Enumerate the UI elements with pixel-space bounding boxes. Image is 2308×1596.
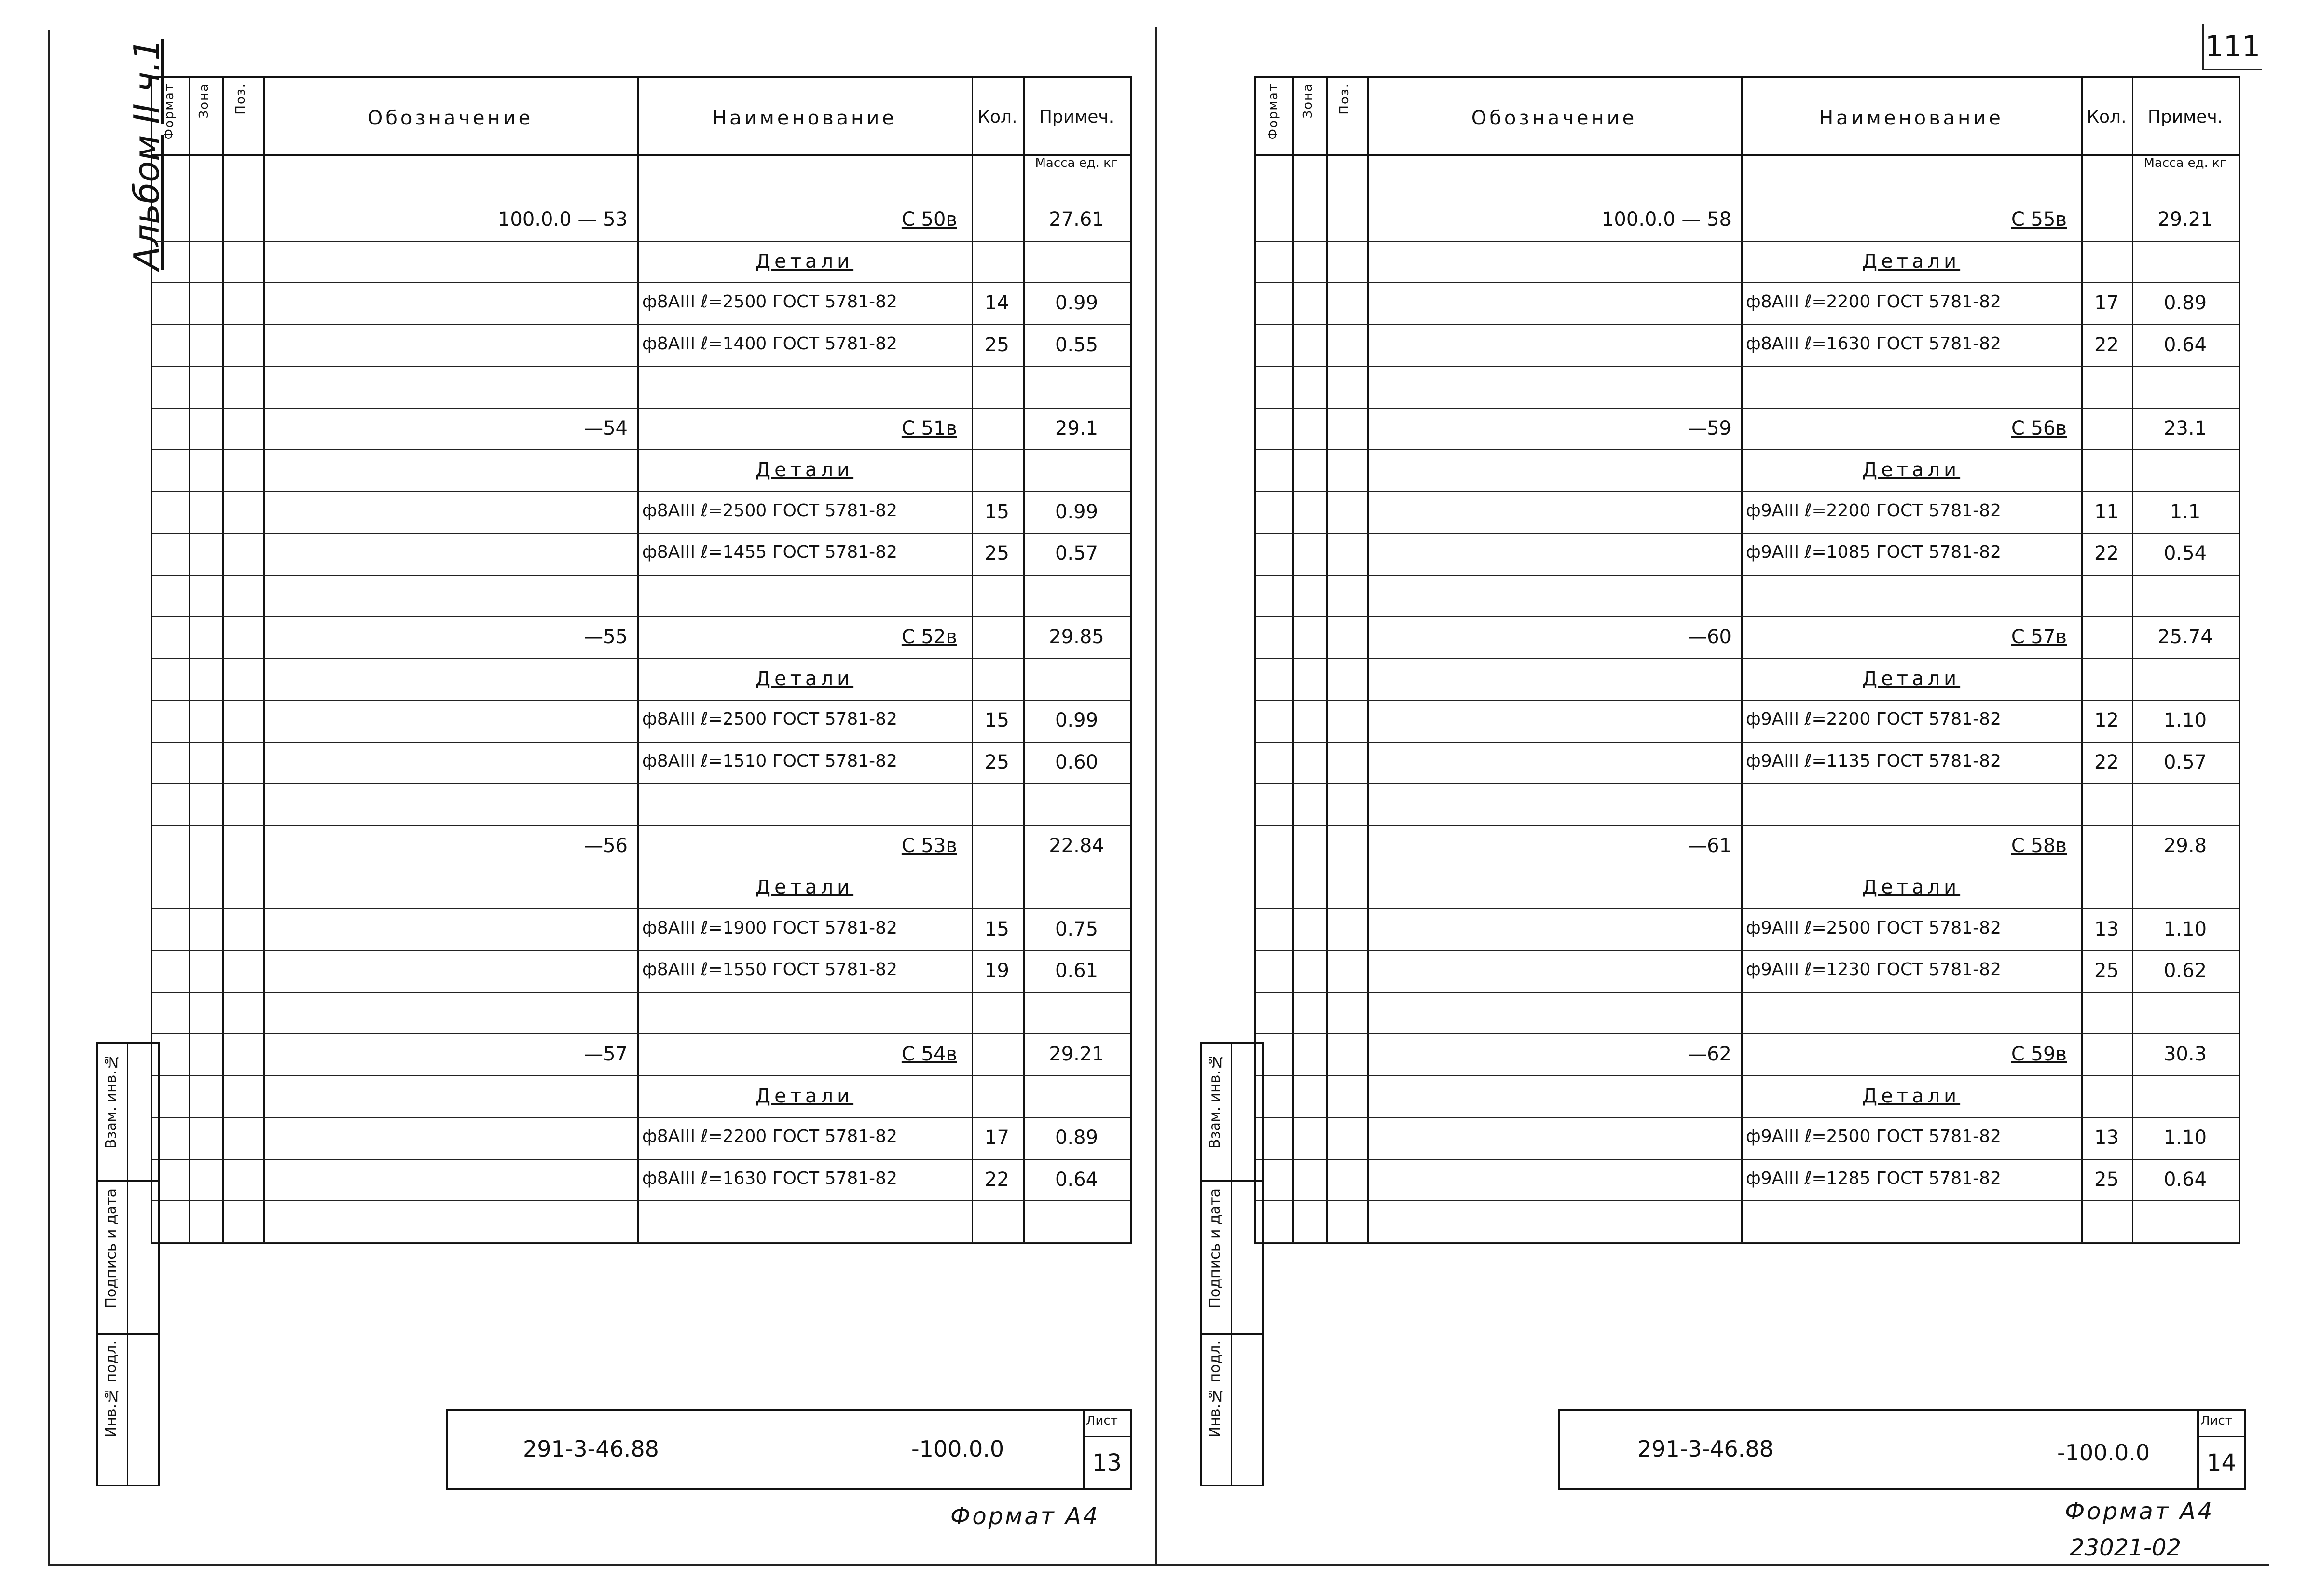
cell-designation: —54 [584,417,628,440]
cell-item-name: С 50в [901,208,957,231]
side-stamp-left [96,1042,160,1486]
row-divider [1256,408,2239,409]
header-mass-unit: Масса ед. кг [1035,156,1118,170]
cell-designation: —61 [1688,834,1731,857]
header-format: Формат [1266,83,1280,140]
format-label-right: Формат А4 [2065,1498,2214,1525]
cell-detail-name: ф8АIII ℓ=2500 ГОСТ 5781-82 [642,500,897,521]
cell-designation: —60 [1688,626,1731,648]
header-name: Наименование [712,107,897,129]
cell-qty: 14 [985,292,1009,314]
cell-detail-name: ф8АIII ℓ=1455 ГОСТ 5781-82 [642,542,897,562]
cell-detail-name: ф9АIII ℓ=1285 ГОСТ 5781-82 [1746,1168,2001,1188]
stamp-doc: -100.0.0 [911,1436,1004,1462]
header-designation: Обозначение [367,107,534,129]
page-number: 111 [2202,24,2262,70]
row-divider [1256,533,2239,534]
cell-designation: 100.0.0 — 58 [1601,208,1731,231]
cell-details-heading: Детали [1862,667,1961,690]
cell-item-name: С 58в [2011,834,2067,857]
header-qty: Кол. [2087,107,2127,127]
cell-qty: 15 [985,500,1009,523]
cell-detail-name: ф9АIII ℓ=1085 ГОСТ 5781-82 [1746,542,2001,562]
stamp-doc: -100.0.0 [2057,1440,2150,1466]
cell-note: 0.89 [2163,292,2207,314]
row-divider [1256,241,2239,242]
row-divider [1256,1200,2239,1201]
cell-qty: 17 [2094,292,2119,314]
row-divider [152,533,1130,534]
row-divider [152,908,1130,909]
stamp-list-label: Лист [2200,1414,2232,1428]
header-designation: Обозначение [1471,107,1637,129]
row-divider [1256,1242,2239,1243]
title-block-left [446,1409,1132,1490]
cell-detail-name: ф9АIII ℓ=1230 ГОСТ 5781-82 [1746,960,2001,979]
cell-item-name: С 54в [901,1043,957,1065]
row-divider [1256,908,2239,909]
cell-item-name: С 51в [901,417,957,440]
row-divider [152,241,1130,242]
cell-note: 29.85 [1049,626,1104,648]
cell-detail-name: ф9АIII ℓ=2500 ГОСТ 5781-82 [1746,918,2001,938]
cell-designation: —59 [1688,417,1731,440]
cell-detail-name: ф8АIII ℓ=2500 ГОСТ 5781-82 [642,709,897,729]
row-divider [1256,366,2239,367]
row-divider [1256,1075,2239,1076]
row-divider [152,1159,1130,1160]
spec-table-right [1254,76,2240,1244]
row-divider [152,282,1130,283]
cell-note: 0.55 [1055,333,1099,356]
cell-note: 29.8 [2163,834,2207,857]
cell-item-name: С 52в [901,626,957,648]
side-inv: Инв.№ подл. [103,1340,120,1438]
cell-qty: 22 [2094,333,2119,356]
row-divider [152,1033,1130,1034]
cell-qty: 17 [985,1127,1009,1149]
row-divider [152,1242,1130,1243]
row-divider [152,783,1130,784]
cell-designation: —62 [1688,1043,1731,1065]
cell-note: 1.10 [2163,918,2207,940]
cell-qty: 25 [2094,1168,2119,1191]
row-divider [152,616,1130,617]
side-podpis: Подпись и дата [1207,1188,1223,1308]
cell-note: 0.64 [2163,1168,2207,1191]
cell-note: 29.21 [1049,1043,1104,1065]
row-divider [152,950,1130,951]
row-divider [152,408,1130,409]
cell-qty: 13 [2094,918,2119,940]
cell-qty: 25 [985,542,1009,564]
cell-note: 0.99 [1055,292,1099,314]
cell-detail-name: ф9АIII ℓ=1135 ГОСТ 5781-82 [1746,751,2001,771]
row-divider [152,1075,1130,1076]
cell-qty: 13 [2094,1127,2119,1149]
row-divider [1256,742,2239,743]
row-divider [1256,1033,2239,1034]
cell-detail-name: ф9АIII ℓ=2500 ГОСТ 5781-82 [1746,1127,2001,1146]
cell-detail-name: ф8АIII ℓ=1630 ГОСТ 5781-82 [1746,333,2001,354]
row-divider [152,825,1130,826]
cell-details-heading: Детали [1862,250,1961,273]
cell-designation: —55 [584,626,628,648]
cell-note: 0.57 [2163,751,2207,773]
cell-detail-name: ф9АIII ℓ=2200 ГОСТ 5781-82 [1746,500,2001,521]
cell-qty: 12 [2094,709,2119,731]
cell-details-heading: Детали [1862,1085,1961,1107]
cell-note: 1.10 [2163,1127,2207,1149]
cell-qty: 25 [2094,960,2119,982]
row-divider [1256,700,2239,701]
cell-note: 29.21 [2157,208,2213,231]
cell-detail-name: ф9АIII ℓ=2200 ГОСТ 5781-82 [1746,709,2001,729]
row-divider [1256,825,2239,826]
cell-qty: 25 [985,751,1009,773]
row-divider [1256,575,2239,576]
cell-designation: —56 [584,834,628,857]
cell-note: 0.64 [1055,1168,1099,1191]
header-pos: Поз. [234,83,248,115]
side-stamp-right [1200,1042,1264,1486]
row-divider [1256,282,2239,283]
row-divider [1256,783,2239,784]
cell-details-heading: Детали [755,667,854,690]
format-label-left: Формат А4 [950,1503,1100,1530]
cell-detail-name: ф8АIII ℓ=1630 ГОСТ 5781-82 [642,1168,897,1188]
side-inv: Инв.№ подл. [1207,1340,1223,1438]
row-divider [1256,658,2239,659]
cell-details-heading: Детали [755,876,854,898]
cell-note: 0.57 [1055,542,1099,564]
cell-designation: 100.0.0 — 53 [497,208,628,231]
cell-item-name: С 57в [2011,626,2067,648]
cell-note: 0.54 [2163,542,2207,564]
cell-detail-name: ф8АIII ℓ=1400 ГОСТ 5781-82 [642,333,897,354]
cell-note: 1.10 [2163,709,2207,731]
cell-item-name: С 56в [2011,417,2067,440]
cell-details-heading: Детали [755,1085,854,1107]
header-pos: Поз. [1337,83,1352,115]
cell-qty: 22 [2094,751,2119,773]
row-divider [1256,1159,2239,1160]
row-divider [152,992,1130,993]
header-qty: Кол. [977,107,1017,127]
bottom-number: 23021-02 [2070,1534,2182,1561]
cell-note: 0.61 [1055,960,1099,982]
header-name: Наименование [1819,107,2004,129]
cell-qty: 25 [985,333,1009,356]
header-note: Примеч. [1039,107,1114,127]
sheet-divider [1155,27,1157,1566]
cell-detail-name: ф8АIII ℓ=2200 ГОСТ 5781-82 [1746,292,2001,312]
cell-detail-name: ф8АIII ℓ=2200 ГОСТ 5781-82 [642,1127,897,1146]
cell-detail-name: ф8АIII ℓ=1900 ГОСТ 5781-82 [642,918,897,938]
cell-detail-name: ф8АIII ℓ=2500 ГОСТ 5781-82 [642,292,897,312]
cell-note: 27.61 [1049,208,1104,231]
side-vzam: Взам. инв.№ [1207,1053,1223,1149]
cell-note: 29.1 [1055,417,1099,440]
row-divider [152,1117,1130,1118]
row-divider [1256,1117,2239,1118]
row-divider [152,658,1130,659]
album-value-text: II ч.1 [126,39,167,124]
cell-qty: 19 [985,960,1009,982]
cell-details-heading: Детали [755,250,854,273]
album-label-text: Альбом [126,135,167,270]
cell-note: 0.99 [1055,709,1099,731]
cell-designation: —57 [584,1043,628,1065]
cell-details-heading: Детали [1862,876,1961,898]
cell-note: 0.62 [2163,960,2207,982]
header-note: Примеч. [2147,107,2223,127]
row-divider [152,324,1130,325]
cell-note: 0.64 [2163,333,2207,356]
cell-qty: 22 [985,1168,1009,1191]
header-format: Формат [162,83,177,140]
side-podpis: Подпись и дата [103,1188,120,1308]
row-divider [1256,324,2239,325]
row-divider [152,366,1130,367]
row-divider [152,700,1130,701]
row-divider [152,491,1130,492]
cell-note: 0.99 [1055,500,1099,523]
cell-note: 22.84 [1049,834,1104,857]
row-divider [152,449,1130,450]
cell-details-heading: Детали [755,459,854,481]
cell-note: 25.74 [2157,626,2213,648]
stamp-code: 291-3-46.88 [523,1436,659,1462]
cell-note: 30.3 [2163,1043,2207,1065]
cell-note: 0.75 [1055,918,1099,940]
stamp-code: 291-3-46.88 [1637,1436,1773,1462]
cell-item-name: С 59в [2011,1043,2067,1065]
stamp-list-num: 14 [2207,1449,2237,1476]
row-divider [1256,616,2239,617]
cell-qty: 15 [985,918,1009,940]
row-divider [152,1200,1130,1201]
cell-qty: 15 [985,709,1009,731]
stamp-list-label: Лист [1086,1414,1118,1428]
cell-detail-name: ф8АIII ℓ=1550 ГОСТ 5781-82 [642,960,897,979]
title-block-right [1558,1409,2246,1490]
cell-note: 0.60 [1055,751,1099,773]
cell-detail-name: ф8АIII ℓ=1510 ГОСТ 5781-82 [642,751,897,771]
header-mass-unit: Масса ед. кг [2143,156,2226,170]
spec-table-left [151,76,1132,1244]
cell-item-name: С 53в [901,834,957,857]
stamp-list-num: 13 [1092,1449,1122,1476]
cell-qty: 22 [2094,542,2119,564]
row-divider [1256,950,2239,951]
side-vzam: Взам. инв.№ [103,1053,120,1149]
cell-note: 0.89 [1055,1127,1099,1149]
row-divider [1256,992,2239,993]
header-zone: Зона [1301,83,1315,119]
row-divider [152,575,1130,576]
cell-note: 1.1 [2170,500,2201,523]
cell-item-name: С 55в [2011,208,2067,231]
row-divider [152,742,1130,743]
cell-details-heading: Детали [1862,459,1961,481]
cell-note: 23.1 [2163,417,2207,440]
header-zone: Зона [197,83,211,119]
row-divider [1256,491,2239,492]
cell-qty: 11 [2094,500,2119,523]
row-divider [1256,449,2239,450]
